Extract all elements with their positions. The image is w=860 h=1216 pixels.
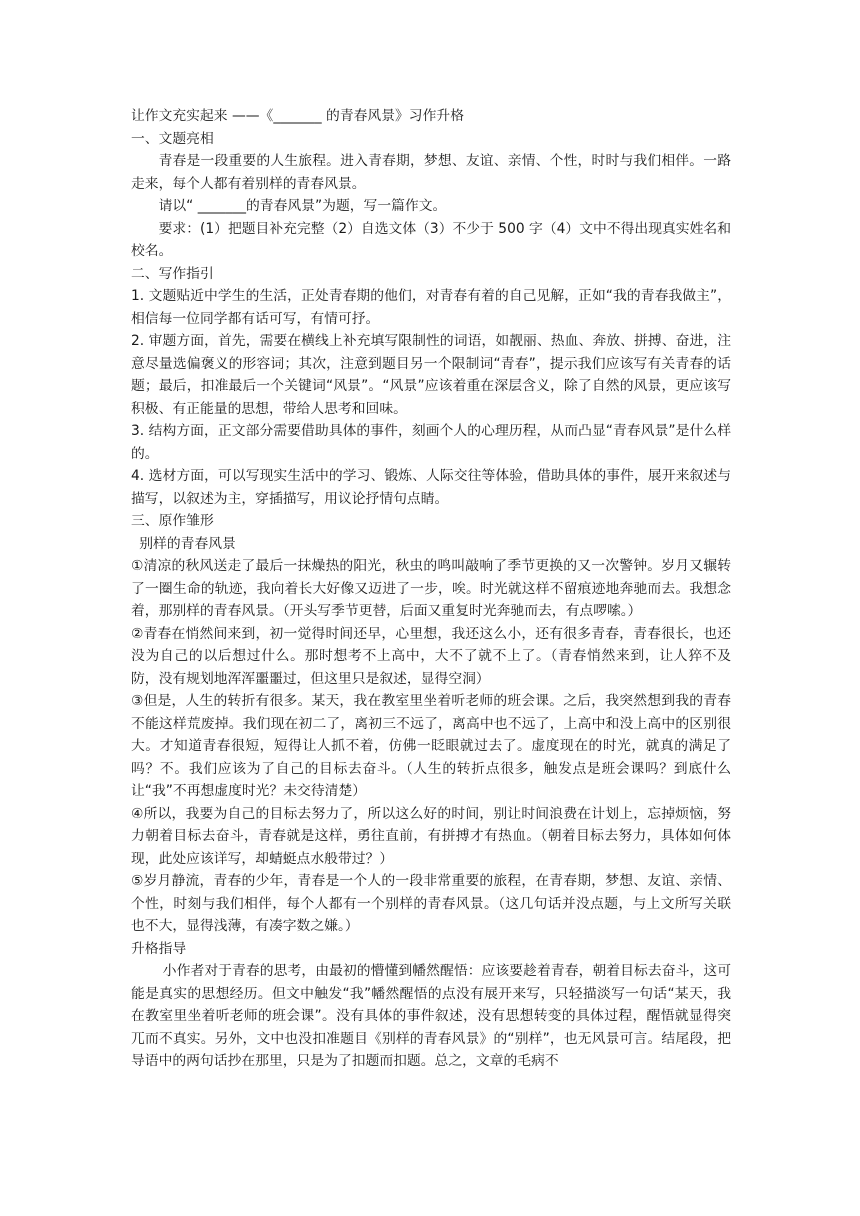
essay-paragraph: ⑤岁月静流，青春的少年，青春是一个人的一段非常重要的旅程，在青春期，梦想、友谊、亲情、个性，时刻与我们相伴，每个人都有一个别样的青春风景。（这几句话并没点题，与上文所写关联也不大，显得浅薄，有凑字数之嫌。）: [131, 873, 731, 934]
essay-title: 别样的青春风景: [139, 535, 236, 552]
topic-prompt: 请以“ _______的青春风景”为题，写一篇作文。: [158, 198, 447, 214]
essay-paragraph: ④所以，我要为自己的目标去努力了，所以这么好的时间，别让时间浪费在计划上，忘掉烦恼，努力朝着目标去奋斗，青春就是这样，勇往直前，有拼搏才有热血。（朝着目标去努力，具体如何体现，此处应该详写，却蜻蜓点水般带过？）: [131, 805, 731, 867]
topic-requirements: 要求：(1）把题目补充完整（2）自选文体（3）不少于 500 字（4）文中不得出现真实姓名和校名。: [131, 220, 731, 259]
guide-item: 4. 选材方面，可以写现实生活中的学习、锻炼、人际交往等体验，借助具体的事件，展开来叙述与描写，以叙述为主，穿插描写，用议论抒情句点睛。: [131, 468, 731, 507]
essay-paragraph: ②青春在悄然间来到，初一觉得时间还早，心里想，我还这么小，还有很多青春，青春很长，也还没为自己的以后想过什么。那时想考不上高中，大不了就不上了。（青春悄然来到，让人猝不及防，没有规划地浑浑噩噩过，但这里只是叙述，显得空洞）: [131, 625, 731, 687]
essay-paragraph: ③但是，人生的转折有很多。某天，我在教室里坐着听老师的班会课。之后，我突然想到我的青春不能这样荒废掉。我们现在初二了，离初三不远了，离高中也不远了，上高中和没上高中的区别很大。才知道青春很短，短得让人抓不着，仿佛一眨眼就过去了。虚度现在的时光，就真的满足了吗？不。我们应该为了自己的目标去奋斗。（人生的转折点很多，触发点是班会课吗？到底什么让“我”不再想虚度时光？未交待清楚）: [131, 693, 731, 799]
document-body: [131, 105, 731, 1073]
essay-paragraph: ①清凉的秋风送走了最后一抹燥热的阳光，秋虫的鸣叫敲响了季节更换的又一次警钟。岁月又辗转了一圈生命的轨迹，我向着长大好像又迈进了一步，唉。时光就这样不留痕迹地奔驰而去。我想念着，那别样的青春风景。（开头写季节更替，后面又重复时光奔驰而去，有点啰嗦。）: [131, 558, 731, 619]
section-heading-topic: 一、文题亮相: [131, 130, 214, 147]
section-heading-guide: 二、写作指引: [131, 265, 214, 282]
document-title: 让作文充实起来 ——《_______ 的青春风景》习作升格: [131, 108, 464, 124]
section-heading-draft: 三、原作雏形: [131, 513, 214, 529]
guide-item: 2. 审题方面，首先，需要在横线上补充填写限制性的词语，如靓丽、热血、奔放、拼搏、奋进，注意尽量选偏褒义的形容词；其次，注意到题目另一个限制词“青春”，提示我们应该写有关青春的话题；最后，扣准最后一个关键词“风景”。“风景”应该着重在深层含义，除了自然的风景，更应该写积极、有正能量的思想，带给人思考和回味。: [131, 333, 731, 417]
guide-item: 1. 文题贴近中学生的生活，正处青春期的他们，对青春有着的自己见解，正如“我的青春我做主”，相信每一位同学都有话可写，有情可抒。: [131, 288, 731, 327]
guide-item: 3. 结构方面，正文部分需要借助具体的事件，刻画个人的心理历程，从而凸显“青春风景”是什么样的。: [131, 423, 731, 462]
upgrade-paragraph: 小作者对于青春的思考，由最初的懵懂到幡然醒悟：应该要趁着青春，朝着目标去奋斗，这可能是真实的思想经历。但文中触发“我”幡然醒悟的点没有展开来写，只轻描淡写一句话“某天，我在教室里坐着听老师的班会课”。没有具体的事件叙述，没有思想转变的具体过程，醒悟就显得突兀而不真实。另外，文中也没扣准题目《别样的青春风景》的“别样”，也无风景可言。结尾段，把导语中的两句话抄在那里，只是为了扣题而扣题。总之，文章的毛病不: [131, 963, 731, 1069]
section-heading-upgrade: 升格指导: [131, 940, 187, 957]
topic-paragraph: 青春是一段重要的人生旅程。进入青春期，梦想、友谊、亲情、个性，时时与我们相伴。一路走来，每个人都有着别样的青春风景。: [131, 153, 731, 192]
